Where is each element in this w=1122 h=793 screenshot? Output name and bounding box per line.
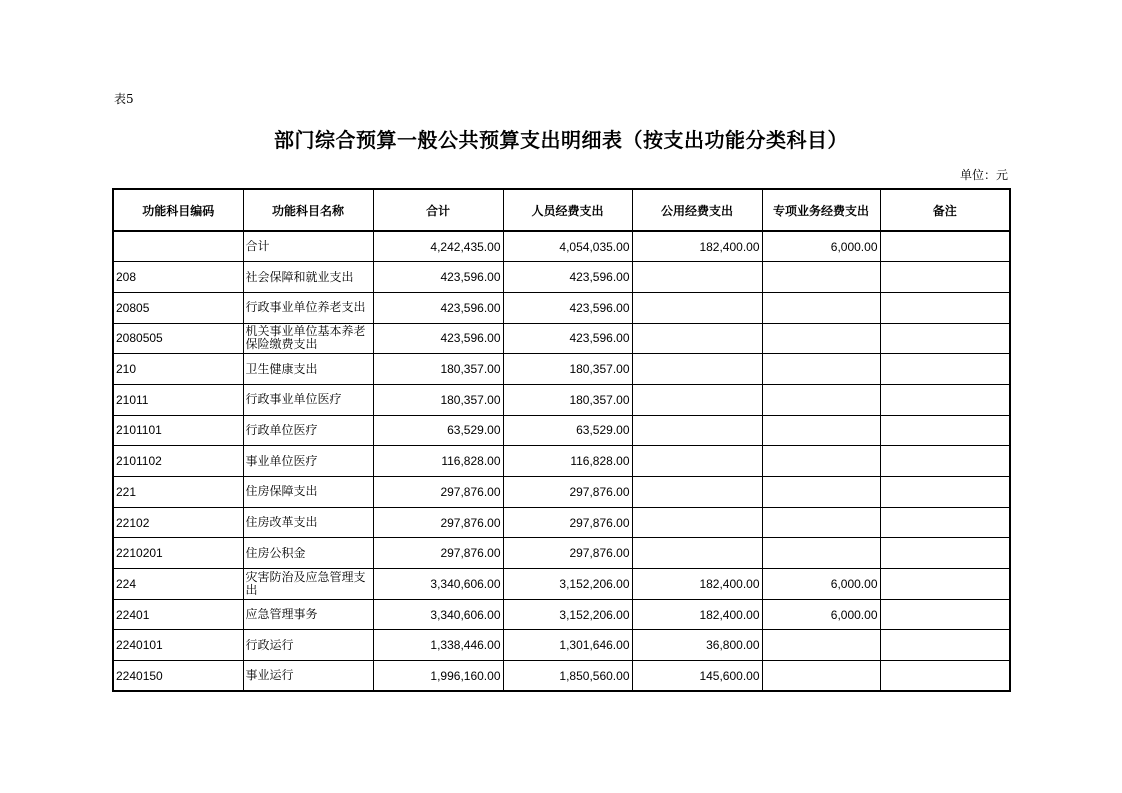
row-name-cell-text: 事业运行 [245, 669, 294, 683]
row-name-cell [243, 262, 373, 293]
table-row [113, 384, 1010, 415]
row-personnel-cell [503, 477, 632, 508]
row-note-cell [880, 323, 1010, 354]
row-public-cell [632, 569, 762, 600]
row-total-cell-text: 297,876.00 [440, 515, 501, 530]
table-row [113, 477, 1010, 508]
row-total-cell [373, 415, 503, 446]
row-code-cell [113, 538, 243, 569]
row-special-cell [762, 538, 880, 569]
row-code-cell-text: 2240101 [116, 638, 163, 653]
row-public-cell [632, 354, 762, 385]
column-header-note: 备注 [880, 189, 1010, 231]
row-total-cell [373, 323, 503, 354]
row-name-cell-text: 行政事业单位养老支出 [245, 301, 366, 315]
row-special-cell-text: 6,000.00 [830, 607, 878, 622]
row-special-cell [762, 630, 880, 661]
row-name-cell [243, 569, 373, 600]
row-note-cell [880, 599, 1010, 630]
row-total-cell-text: 63,529.00 [447, 423, 501, 438]
column-header-total: 合计 [373, 189, 503, 231]
row-code-cell [113, 661, 243, 692]
row-name-cell-text: 行政单位医疗 [245, 423, 318, 437]
row-personnel-cell-text: 3,152,206.00 [559, 607, 630, 622]
row-name-cell [243, 231, 373, 262]
row-special-cell [762, 446, 880, 477]
row-code-cell-text: 2210201 [116, 546, 163, 561]
row-note-cell [880, 661, 1010, 692]
row-note-cell [880, 415, 1010, 446]
row-personnel-cell [503, 384, 632, 415]
row-name-cell [243, 446, 373, 477]
row-note-cell [880, 538, 1010, 569]
row-personnel-cell [503, 630, 632, 661]
row-name-cell [243, 415, 373, 446]
row-code-cell [113, 231, 243, 262]
row-code-cell [113, 477, 243, 508]
row-public-cell [632, 446, 762, 477]
column-header-code: 功能科目编码 [113, 189, 243, 231]
row-code-cell [113, 446, 243, 477]
row-total-cell [373, 599, 503, 630]
table-row [113, 569, 1010, 600]
row-note-cell [880, 569, 1010, 600]
row-personnel-cell-text: 63,529.00 [576, 423, 630, 438]
row-note-cell [880, 446, 1010, 477]
table-row [113, 538, 1010, 569]
row-name-cell [243, 661, 373, 692]
table-header-row [113, 189, 1010, 231]
row-public-cell [632, 384, 762, 415]
row-personnel-cell-text: 180,357.00 [569, 392, 630, 407]
row-personnel-cell [503, 507, 632, 538]
table-row [113, 630, 1010, 661]
row-personnel-cell-text: 180,357.00 [569, 362, 630, 377]
row-note-cell [880, 262, 1010, 293]
row-code-cell-text: 22102 [116, 515, 150, 530]
row-public-cell-text: 36,800.00 [706, 638, 760, 653]
row-public-cell-text: 182,400.00 [699, 576, 760, 591]
row-personnel-cell [503, 415, 632, 446]
row-special-cell-text: 6,000.00 [830, 239, 878, 254]
row-personnel-cell [503, 323, 632, 354]
row-code-cell-text: 224 [116, 576, 137, 591]
row-code-cell [113, 262, 243, 293]
row-name-cell [243, 354, 373, 385]
row-total-cell-text: 4,242,435.00 [430, 239, 501, 254]
row-total-cell [373, 569, 503, 600]
row-special-cell [762, 599, 880, 630]
row-special-cell [762, 231, 880, 262]
table-row [113, 661, 1010, 692]
row-personnel-cell-text: 1,850,560.00 [559, 668, 630, 683]
row-code-cell [113, 599, 243, 630]
unit-label: 单位：元 [959, 168, 1008, 182]
row-name-cell-text: 住房保障支出 [245, 485, 318, 499]
row-code-cell-text: 2080505 [116, 331, 163, 346]
row-note-cell [880, 231, 1010, 262]
row-name-cell [243, 323, 373, 354]
row-code-cell-text: 208 [116, 270, 137, 285]
row-code-cell-text: 20805 [116, 300, 150, 315]
row-name-cell-text: 灾害防治及应急管理支出 [245, 570, 366, 597]
column-header-special: 专项业务经费支出 [762, 189, 880, 231]
row-code-cell [113, 569, 243, 600]
row-personnel-cell-text: 3,152,206.00 [559, 576, 630, 591]
table-row [113, 292, 1010, 323]
row-total-cell-text: 297,876.00 [440, 484, 501, 499]
row-special-cell [762, 323, 880, 354]
row-personnel-cell [503, 599, 632, 630]
row-name-cell [243, 599, 373, 630]
row-name-cell [243, 507, 373, 538]
row-name-cell [243, 292, 373, 323]
row-name-cell-text: 行政事业单位医疗 [245, 393, 342, 407]
row-total-cell-text: 297,876.00 [440, 546, 501, 561]
row-total-cell [373, 231, 503, 262]
row-code-cell [113, 384, 243, 415]
row-code-cell [113, 354, 243, 385]
row-code-cell-text: 2101102 [116, 454, 162, 469]
row-name-cell-text: 事业单位医疗 [245, 454, 318, 468]
table-row [113, 354, 1010, 385]
row-total-cell-text: 3,340,606.00 [430, 607, 501, 622]
row-special-cell [762, 415, 880, 446]
row-code-cell-text: 221 [116, 484, 137, 499]
row-personnel-cell-text: 297,876.00 [569, 484, 630, 499]
table-label: 表5 [114, 92, 134, 106]
row-special-cell [762, 477, 880, 508]
table-row [113, 446, 1010, 477]
row-total-cell [373, 262, 503, 293]
table-row [113, 323, 1010, 354]
row-note-cell [880, 292, 1010, 323]
row-code-cell-text: 2240150 [116, 668, 163, 683]
row-code-cell-text: 22401 [116, 607, 150, 622]
row-total-cell-text: 1,996,160.00 [430, 668, 501, 683]
row-public-cell-text: 182,400.00 [699, 239, 760, 254]
row-public-cell [632, 292, 762, 323]
budget-table [112, 188, 1011, 692]
row-name-cell [243, 384, 373, 415]
table-row [113, 507, 1010, 538]
row-special-cell-text: 6,000.00 [830, 576, 878, 591]
row-code-cell-text: 210 [116, 362, 137, 377]
row-total-cell-text: 180,357.00 [440, 392, 501, 407]
row-name-cell [243, 477, 373, 508]
row-public-cell [632, 477, 762, 508]
row-total-cell [373, 477, 503, 508]
row-total-cell-text: 423,596.00 [440, 300, 501, 315]
row-special-cell [762, 507, 880, 538]
table-row [113, 415, 1010, 446]
row-code-cell-text: 21011 [116, 392, 149, 407]
row-personnel-cell-text: 423,596.00 [569, 331, 630, 346]
row-note-cell [880, 507, 1010, 538]
row-total-cell [373, 661, 503, 692]
row-name-cell-text: 行政运行 [245, 638, 294, 652]
row-total-cell [373, 538, 503, 569]
row-public-cell [632, 415, 762, 446]
column-header-personnel: 人员经费支出 [503, 189, 632, 231]
row-personnel-cell [503, 446, 632, 477]
row-note-cell [880, 354, 1010, 385]
row-total-cell [373, 507, 503, 538]
row-name-cell-text: 机关事业单位基本养老保险缴费支出 [245, 325, 366, 352]
row-total-cell-text: 116,828.00 [441, 454, 501, 469]
row-personnel-cell [503, 569, 632, 600]
row-total-cell [373, 354, 503, 385]
row-total-cell-text: 3,340,606.00 [430, 576, 501, 591]
row-public-cell [632, 599, 762, 630]
row-total-cell-text: 423,596.00 [440, 270, 501, 285]
row-personnel-cell [503, 231, 632, 262]
row-note-cell [880, 477, 1010, 508]
row-name-cell [243, 538, 373, 569]
row-public-cell [632, 262, 762, 293]
row-public-cell [632, 661, 762, 692]
row-public-cell [632, 507, 762, 538]
row-public-cell-text: 145,600.00 [699, 668, 760, 683]
row-special-cell [762, 262, 880, 293]
row-name-cell-text: 合计 [245, 240, 270, 254]
row-personnel-cell [503, 262, 632, 293]
row-total-cell-text: 423,596.00 [440, 331, 501, 346]
row-code-cell [113, 507, 243, 538]
table-row [113, 262, 1010, 293]
row-note-cell [880, 630, 1010, 661]
row-public-cell [632, 538, 762, 569]
column-header-public: 公用经费支出 [632, 189, 762, 231]
row-name-cell-text: 住房改革支出 [245, 516, 318, 530]
row-personnel-cell [503, 661, 632, 692]
row-personnel-cell [503, 354, 632, 385]
row-personnel-cell-text: 423,596.00 [569, 270, 630, 285]
row-name-cell [243, 630, 373, 661]
row-total-cell [373, 630, 503, 661]
row-personnel-cell-text: 4,054,035.00 [559, 239, 630, 254]
row-code-cell [113, 323, 243, 354]
row-code-cell [113, 630, 243, 661]
row-total-cell [373, 292, 503, 323]
table-body [113, 231, 1010, 691]
row-public-cell-text: 182,400.00 [699, 607, 760, 622]
row-total-cell-text: 1,338,446.00 [430, 638, 501, 653]
row-public-cell [632, 630, 762, 661]
row-total-cell-text: 180,357.00 [440, 362, 501, 377]
row-special-cell [762, 384, 880, 415]
row-personnel-cell-text: 116,828.00 [570, 454, 630, 469]
row-personnel-cell-text: 297,876.00 [569, 515, 630, 530]
column-header-name: 功能科目名称 [243, 189, 373, 231]
row-personnel-cell [503, 292, 632, 323]
row-public-cell [632, 323, 762, 354]
row-total-cell [373, 446, 503, 477]
row-name-cell-text: 住房公积金 [245, 546, 306, 560]
row-special-cell [762, 354, 880, 385]
row-total-cell [373, 384, 503, 415]
page-title: 部门综合预算一般公共预算支出明细表（按支出功能分类科目） [274, 128, 848, 152]
row-personnel-cell-text: 1,301,646.00 [559, 638, 630, 653]
row-code-cell [113, 292, 243, 323]
row-public-cell [632, 231, 762, 262]
row-name-cell-text: 社会保障和就业支出 [245, 270, 354, 284]
row-note-cell [880, 384, 1010, 415]
row-code-cell-text: 2101101 [116, 423, 162, 438]
row-personnel-cell [503, 538, 632, 569]
row-personnel-cell-text: 423,596.00 [569, 300, 630, 315]
row-personnel-cell-text: 297,876.00 [569, 546, 630, 561]
row-special-cell [762, 292, 880, 323]
row-name-cell-text: 应急管理事务 [245, 608, 318, 622]
row-code-cell [113, 415, 243, 446]
row-special-cell [762, 569, 880, 600]
table-row [113, 599, 1010, 630]
row-special-cell [762, 661, 880, 692]
table-row [113, 231, 1010, 262]
row-name-cell-text: 卫生健康支出 [245, 362, 318, 376]
